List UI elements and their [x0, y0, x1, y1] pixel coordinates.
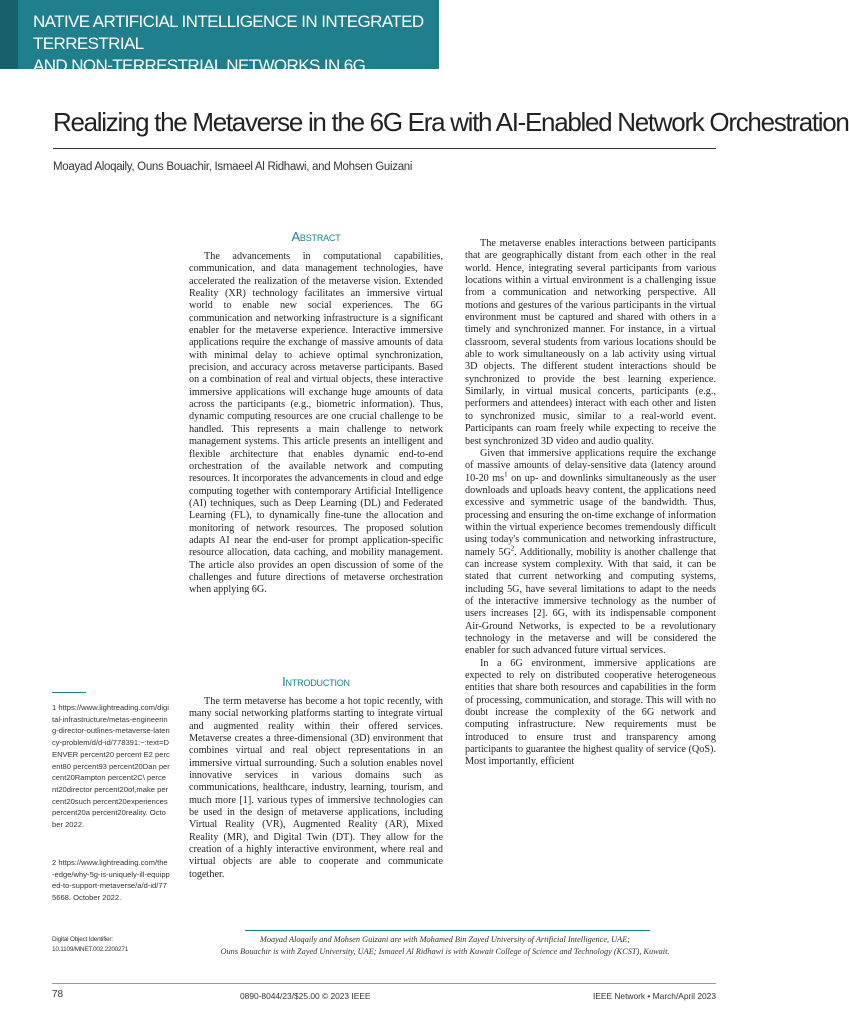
banner-accent-bar — [0, 0, 18, 69]
footer-issn: 0890-8044/23/$25.00 © 2023 IEEE — [240, 991, 371, 1001]
introduction-paragraph-1: The term metaverse has become a hot topic recently, with many social networking platforms starting to integrate virtual and augmented reality within their offered services. Metaverse creates a three-dimensional (3D) environment that combines virtual and real object representations in an immersive virtual surrounding. Such a solution enables novel innovative services in various domains such as communications, healthcare, industry, learning, tourism, and much more [1]. various types of immersive technologies can be used in the design of metaverse applications, including Virtual Reality (VR), Augmented Reality (AR), Mixed Reality (MR), and Digital Twin (DT). They allow for the creation of a highly interactive environment, where real and virtual objects are able to cooperate and communicate together. — [189, 696, 443, 880]
p2-part-a: Given that immersive applications require the exchange of massive amounts of delay-sensitive data (latency around 10-20 ms — [465, 447, 716, 484]
author-list: Moayad Aloqaily, Ouns Bouachir, Ismaeel Al Ridhawi, and Mohsen Guizani — [53, 161, 413, 173]
page-number: 78 — [52, 989, 64, 1000]
footnote-divider — [52, 692, 86, 693]
article-title: Realizing the Metaverse in the 6G Era with AI-Enabled Network Orchestration — [53, 107, 849, 137]
affiliation-line-2: Ouns Bouachir is with Zayed University, UAE; Ismaeel Al Ridhawi is with Kuwait College of Science and Technology (KCST), Kuwait. — [220, 947, 670, 956]
doi-label: Digital Object Identifier: — [52, 936, 113, 943]
footer-journal: IEEE Network • March/April 2023 — [592, 991, 716, 1001]
right-column — [465, 238, 716, 769]
abstract-heading: Abstract — [291, 229, 341, 244]
affiliation-divider — [245, 930, 650, 931]
p2-part-b: on up- and downlinks simultaneously as the user downloads and uploads heavy content, the applications need excessive and symmetric usage of the bandwidth. Thus, processing and ensuring the on-time exchange of information within the virtual experience becomes tremendously difficult using today's communication and networking infrastructure, namely 5G — [465, 472, 716, 558]
introduction-heading: Introduction — [282, 674, 350, 689]
doi-block — [52, 935, 128, 955]
affiliations — [185, 934, 705, 958]
title-divider — [53, 148, 716, 149]
footnote-ref-2[interactable]: 2 — [510, 544, 515, 553]
section-banner — [0, 0, 439, 75]
banner-line-1: NATIVE ARTIFICIAL INTELLIGENCE IN INTEGRATED TERRESTRIAL — [33, 12, 424, 53]
doi-value[interactable]: 10.1109/MNET.002.2200271 — [52, 946, 129, 953]
right-paragraph-1: The metaverse enables interactions between participants that are geographically distant from each other in the real world. Hence, integrating several participants from various locations within a virtual environment is a challenging issue from a communication and networking perspective. All motions and gestures of the various participants in the virtual environment must be captured and shared with others in a timely and synchronized manner. For instance, in a virtual classroom, several students from various locations should be able to work simultaneously on a lab activity using virtual 3D objects. The different student interactions should be synchronized to provide the best learning experience. Similarly, in virtual musical concerts, participants (e.g., performers and attendees) interact with each other and listen to synchronized music, similar to a real-world event. Participants can roam freely while expecting to receive the best synchronized 3D video and audio quality. — [465, 238, 716, 447]
footnote-2[interactable]: 2 https://www.lightreading.com/the-edge/why-5g-is-uniquely-ill-equipped-to-support-metaverse/a/d-id/775668. October 2022. — [52, 858, 170, 903]
right-paragraph-3: In a 6G environment, immersive applications are expected to rely on distributed cooperative heterogeneous entities that share both resources and capabilities in the form of processing, communication, and storage. This will with no doubt increase the complexity of the 6G network and computing infrastructure. New requirements must be introduced to ensure trust and transparency among participants to guarantee the highest quality of service (QoS). Most importantly, efficient — [465, 657, 716, 768]
abstract-body — [189, 251, 443, 597]
p2-part-c: . Additionally, mobility is another challenge that can increase system complexity. With that said, it can be stated that current networking and computing systems, including 5G, have several limitations to adapt to the needs of the interactive immersive technology as the number of users increases [2]. 6G, with its indispensable component Air-Ground Networks, is expected to be a revolutionary technology in the metaverse and will be considered the enabler for such advanced future virtual services. — [465, 546, 716, 657]
right-paragraph-2 — [465, 448, 716, 658]
banner-text — [33, 11, 427, 77]
footnote-1[interactable]: 1 https://www.lightreading.com/digital-infrastructure/metas-engineering-director-outlines-metaverse-latency-problem/d/d-id/778391:~:text=DENVER percent20 percent E2 percent80 percent93 percent20Dan percent20Rampton percent2C\ percent20director percent20of,make percent20such percent20experiences percent20a percent20reality. October 2022. — [52, 703, 170, 830]
footer-divider — [52, 983, 716, 984]
abstract-text: The advancements in computational capabilities, communication, and data management technologies, have accelerated the realization of the metaverse vision. Extended Reality (XR) technology facilitates an immersive virtual world to enable new social experiences. The 6G communication and networking infrastructure is a significant enabler for the metaverse experience. Interactive immersive applications require the exchange of massive amounts of data with minimal delay to achieve optimal synchronization, precision, and accuracy across metaverse participants. Based on a combination of real and virtual objects, these interactive immersive applications will exchange huge amounts of data across the participants (e.g., biometric information). Thus, dynamic computing resources are one crucial challenge to be handled. This represents a main challenge to network management systems. This article presents an intelligent and flexible architecture that enables dynamic end-to-end orchestration of the available network and computing resources. It incorporates the advancements in cloud and edge computing together with contemporary Artificial Intelligence (AI) techniques, such as Deep Learning (DL) and Federated Learning (FL), to dynamically fine-tune the allocation and monitoring of network resources. The proposed solution adapts AI near the end-user for prompt application-specific resource allocation, data caching, and mobility management. The article also provides an open discussion of some of the challenges and future directions of metaverse orchestration when applying 6G. — [189, 251, 443, 596]
banner-line-2: AND NON-TERRESTRIAL NETWORKS IN 6G — [33, 56, 366, 75]
introduction-body — [189, 696, 443, 881]
footnote-ref-1[interactable]: 1 — [504, 470, 508, 479]
affiliation-line-1: Moayad Aloqaily and Mohsen Guizani are with Mohamed Bin Zayed University of Artificial Intelligence, UAE; — [259, 935, 631, 944]
